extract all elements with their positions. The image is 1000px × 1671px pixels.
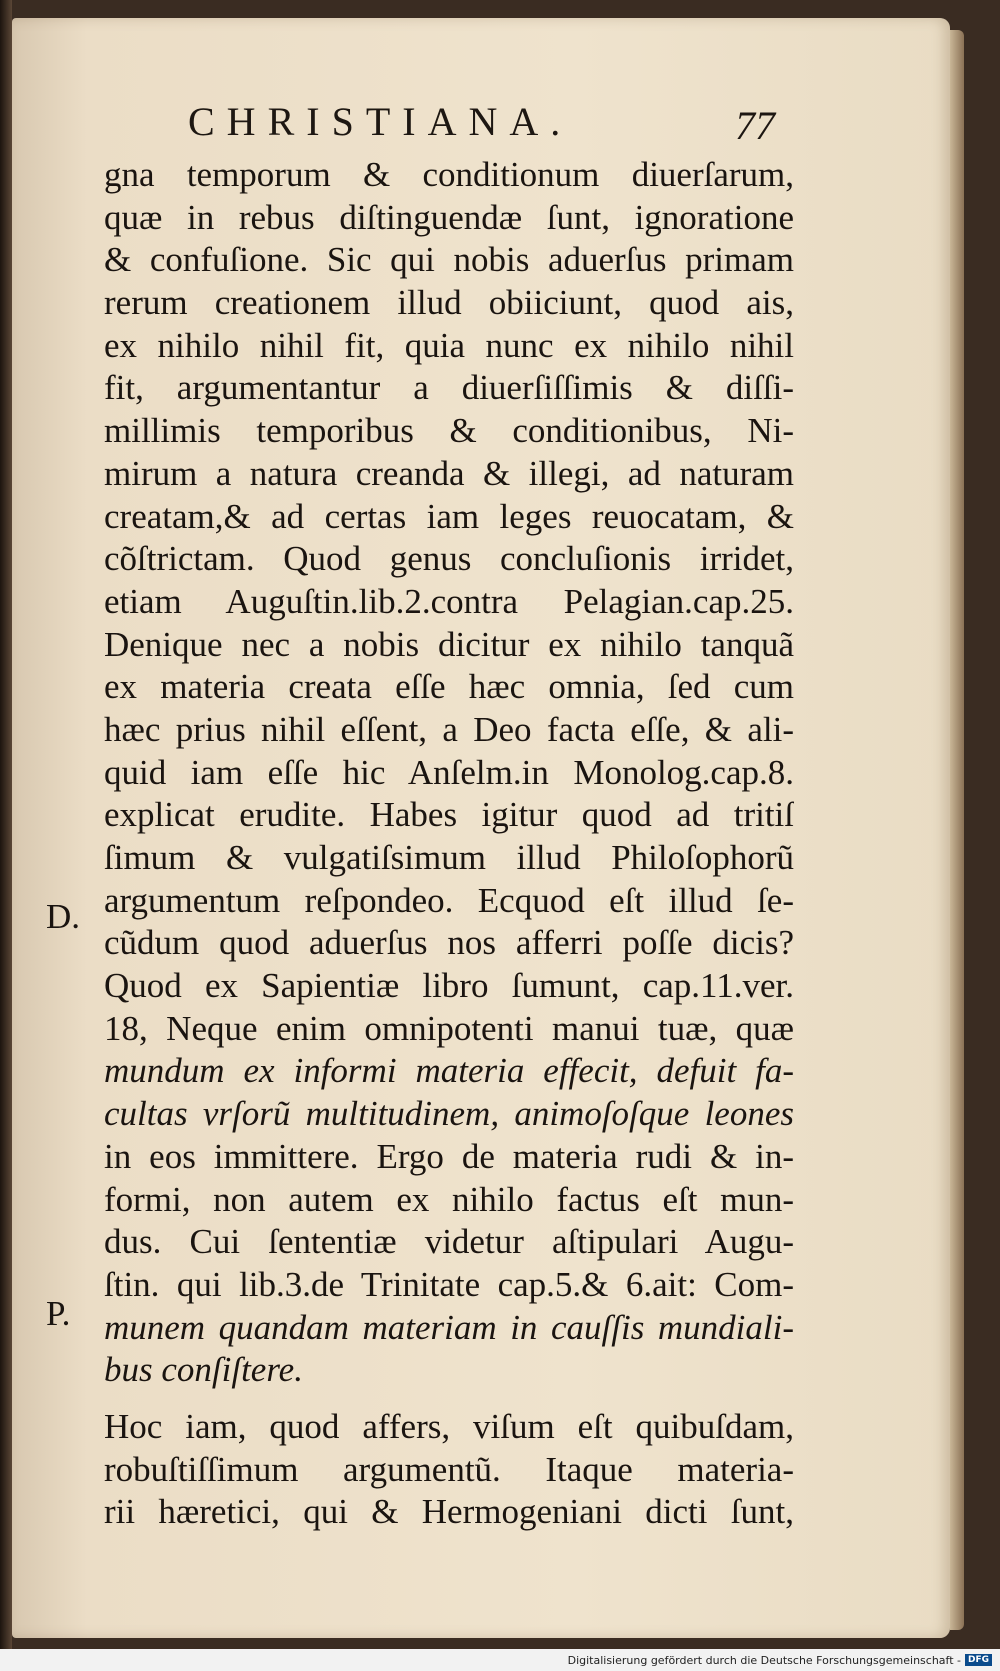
text-line: quid iam eſſe hic Anſelm.in Monolog.cap.8. [104, 752, 794, 792]
text-line: Quod ex Sapientiæ libro ſumunt, cap.11.ver. [104, 966, 794, 1006]
book-left-edge [0, 0, 12, 1671]
text-line: creatam,& ad certas iam leges reuocatam, & [104, 496, 794, 536]
text-line: etiam Auguſtin.lib.2.contra Pelagian.cap.25. [104, 581, 794, 621]
page-fore-edge [950, 30, 964, 1630]
text-line: argumentum reſpondeo. Ecquod eſt illud ſe- [104, 880, 794, 920]
text-line: & confuſione. Sic qui nobis aduerſus primam [104, 240, 794, 280]
text-line: hæc prius nihil eſſent, a Deo facta eſſe, & ali- [104, 709, 794, 749]
dfg-logo: DFG [965, 1654, 992, 1666]
text-line: formi, non autem ex nihilo factus eſt mun- [104, 1179, 794, 1219]
text-line-italic: munem quandam materiam in cauſſis mundiali- [104, 1307, 794, 1347]
text-line: rii hæretici, qui & Hermogeniani dicti ſunt, [104, 1492, 794, 1532]
text-line: in eos immittere. Ergo de materia rudi & in- [104, 1136, 794, 1176]
text-line: dus. Cui ſententiæ videtur aſtipulari Augu- [104, 1222, 794, 1262]
digitization-footer [0, 1649, 1000, 1671]
text-line-italic: bus conſiſtere. [104, 1350, 303, 1390]
running-title: CHRISTIANA. [188, 99, 573, 144]
text-line: explicat erudite. Habes igitur quod ad tritiſ [104, 795, 794, 835]
text-line: ex nihilo nihil fit, quia nunc ex nihilo nihil [104, 325, 794, 365]
speaker-marker-p: P. [46, 1294, 71, 1333]
text-line: rerum creationem illud obiiciunt, quod ais, [104, 283, 794, 323]
text-line: quæ in rebus diſtinguendæ ſunt, ignoratione [104, 197, 794, 237]
text-line: 18, Neque enim omnipotenti manui tuæ, quæ [104, 1008, 794, 1048]
text-line: cũdum quod aduerſus nos afferri poſſe dicis? [104, 923, 794, 963]
speaker-marker-d: D. [46, 897, 81, 936]
text-line: robuſtiſſimum argumentũ. Itaque materia- [104, 1449, 794, 1489]
text-line: fit, argumentantur a diuerſiſſimis & diſſi- [104, 368, 794, 408]
text-line: Denique nec a nobis dicitur ex nihilo tanquã [104, 624, 794, 664]
text-line: cõſtrictam. Quod genus concluſionis irridet, [104, 539, 794, 579]
body-text [104, 154, 794, 1534]
text-line: Hoc iam, quod affers, viſum eſt quibuſdam, [104, 1406, 794, 1446]
text-line: ex materia creata eſſe hæc omnia, ſed cum [104, 667, 794, 707]
text-line: ſimum & vulgatiſsimum illud Philoſophorũ [104, 838, 794, 877]
text-line: gna temporum & conditionum diuerſarum, [104, 155, 794, 194]
text-line: mirum a natura creanda & illegi, ad naturam [104, 453, 794, 493]
text-line-italic: cultas vrſorũ multitudinem, animoſoſque leones [104, 1094, 794, 1134]
book-page [12, 18, 950, 1638]
paragraph-gap [104, 1392, 794, 1406]
text-line: millimis temporibus & conditionibus, Ni- [104, 411, 794, 451]
funding-credit: Digitalisierung gefördert durch die Deutsche Forschungsgemeinschaft - [567, 1653, 961, 1667]
text-line-italic: mundum ex informi materia effecit, defuit fa- [104, 1051, 794, 1091]
page-number: 77 [735, 103, 775, 148]
text-line: ſtin. qui lib.3.de Trinitate cap.5.& 6.ait: Com- [104, 1264, 794, 1304]
